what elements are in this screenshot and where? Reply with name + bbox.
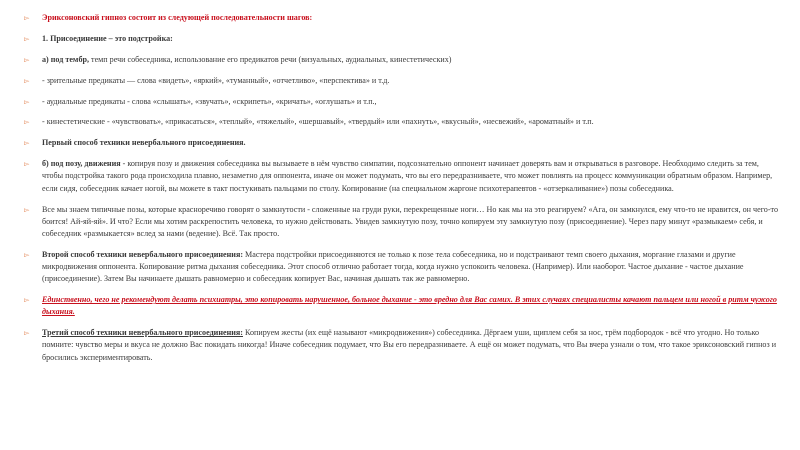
paragraph-text: Мастера подстройки присоединяются не только к позе тела собеседника, но и подстраивают темп своего дыхания, моргание глазами и другие микродвижения оппонента. Копирование ритма дыхания собеседника. Этот способ отлично работает тогда, когда нужно успокоить человека. (Например). Или наоборот. Частое дыхание - частое дыхание (присоединение). Затем Вы начинаете дышать равномерно и собеседник копирует Вас, начиная дышать так же равномерно.: [42, 249, 744, 284]
bullet-icon: ▻: [24, 160, 30, 169]
bullet-icon: ▻: [24, 329, 30, 338]
paragraph: [42, 158, 780, 195]
section-title: 1. Присоединение – это подстройка:: [42, 33, 173, 43]
paragraph-text: - копируя позу и движения собеседника вы вызываете в нём чувство симпатии, подсознательно оппонент начинает доверять вам и открываться в разговоре. Необходимо следить за тем, чтобы подстройка такого рода происходила плавно, незаметно для оппонента, иначе он может подумать, что вы его передразниваете, что может повлиять на процесс коммуникации обратным образом. Например, если сидя, собеседник качает ногой, вы можете в такт постукивать пальцами по столу. Копирование (на специальном жаргоне психотерапевтов - «отзеркаливание») позы собеседника.: [42, 159, 773, 193]
bullet-icon: ▻: [24, 118, 30, 127]
bullet-icon: ▻: [24, 97, 30, 106]
bullet-icon: ▻: [24, 296, 30, 305]
list-item: [24, 327, 780, 364]
bullet-icon: ▻: [24, 55, 30, 64]
list-item: [24, 137, 780, 149]
bullet-icon: ▻: [24, 205, 30, 214]
list-item: [24, 294, 780, 318]
list-item: [24, 204, 780, 241]
bullet-icon: ▻: [24, 76, 30, 85]
slide-heading: Эриксоновский гипноз состоит из следующей последовательности шагов:: [42, 13, 313, 22]
list-item: [24, 75, 780, 87]
paragraph: - зрительные предикаты — слова «видеть», «яркий», «туманный», «отчетливо», «перспектива» и т.д.: [42, 75, 390, 85]
paragraph-lead: б) под позу, движения: [42, 159, 121, 169]
list-item: [24, 116, 780, 128]
list-item: [24, 249, 780, 286]
paragraph: - кинестетические - «чувствовать», «прикасаться», «теплый», «тяжелый», «шершавый», «твердый» или «пахнуть», «вкусный», «несвежий», «ароматный» и т.п.: [42, 117, 594, 127]
paragraph-lead: Третий способ техники невербального присоединения:: [42, 328, 243, 338]
paragraph: [42, 54, 780, 66]
list-item: [24, 158, 780, 195]
list-item: [24, 54, 780, 66]
list-item: [24, 33, 780, 45]
paragraph-text: Копируем жесты (их ещё называют «микродвижения») собеседника. Дёргаем уши, щиплем себя за нос, трём подбородок - всё что угодно. Но только помните: чувство меры и вкуса не должно Вас покидать никогда! Иначе собеседник подумает, что Вы его передразниваете. А ещё он может подумать, что Вы вчера узнали о том, что такое эриксоновский гипноз и бросились экспериментировать.: [42, 328, 777, 362]
section-title: Первый способ техники невербального присоединения.: [42, 138, 246, 148]
paragraph: - аудиальные предикаты - слова «слышать», «звучать», «скрипеть», «кричать», «оглушать» и т.п.,: [42, 96, 377, 106]
warning-paragraph: Единственно, чего не рекомендуют делать психиатры, это копировать нарушенное, больное дыхание - это вредно для Вас самих. В этих случаях специалисты качают пальцем или ногой в ритм чужого дыхания.: [42, 295, 777, 317]
bullet-icon: ▻: [24, 14, 30, 22]
paragraph-lead: а) под тембр,: [42, 54, 90, 64]
paragraph-text: темп речи собеседника, использование его предикатов речи (визуальных, аудиальных, кинестетических): [89, 54, 452, 64]
bullet-icon: ▻: [24, 250, 30, 259]
paragraph-lead: Второй способ техники невербального присоединения:: [42, 249, 244, 259]
paragraph: [42, 327, 780, 364]
bullet-icon: ▻: [24, 139, 30, 148]
bullet-icon: ▻: [24, 34, 30, 43]
paragraph: [42, 249, 780, 286]
list-item: [24, 12, 780, 24]
slide-content: [24, 12, 780, 373]
list-item: [24, 96, 780, 108]
paragraph: Все мы знаем типичные позы, которые красноречиво говорят о замкнутости - сложенные на груди руки, перекрещенные ноги… Но как мы на это реагируем? «Ага, он замкнулся, ему что-то не нравится, он чего-то боится! Ай-яй-яй». И что? Если мы хотим раскрепостить человека, то нужно действовать. Увидев замкнутую позу, точно копируем эту замкнутую позу (присоединение). Через пару минут «размыкаем» себя, и собеседник «размыкается» вслед за нами (ведение). Всё. Так просто.: [42, 204, 779, 238]
